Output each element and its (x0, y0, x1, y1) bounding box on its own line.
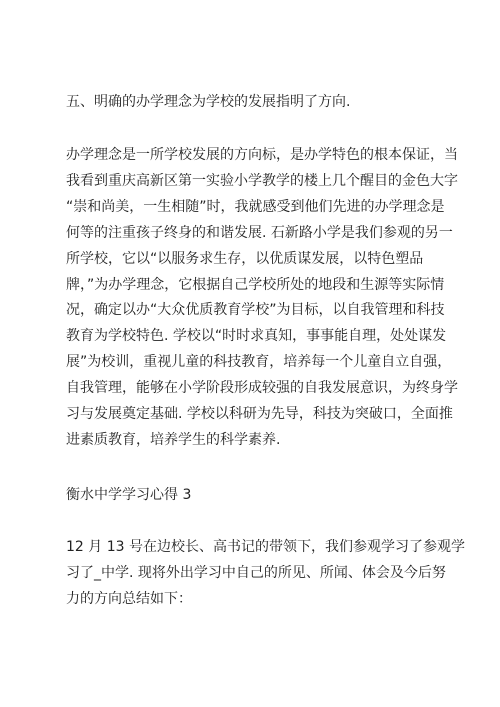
paragraph-line: 我看到重庆高新区第一实验小学教学的楼上几个醒目的金色大字 (66, 172, 458, 189)
paragraph-line: 办学理念是一所学校发展的方向标，是办学特色的根本保证，当 (66, 147, 458, 163)
paragraph-line: 教育为学校特色. 学校以“时时求真知，事事能自理，处处谋发 (66, 328, 447, 345)
paragraph-line: 况，确定以办“大众优质教育学校”为目标，以自我管理和科技 (66, 302, 445, 319)
paragraph-line: 所学校，它以“以服务求生存，以优质谋发展，以特色塑品 (66, 250, 424, 267)
section-heading: 五、明确的办学理念为学校的发展指明了方向. (66, 94, 351, 110)
paragraph-visit-intro (66, 535, 465, 613)
paragraph-line: 12 月 13 号在边校长、高书记的带领下，我们参观学习了参观学 (66, 539, 465, 555)
paragraph-line: 习与发展奠定基础. 学校以科研为先导，科技为突破口，全面推 (66, 406, 453, 423)
article-subtitle: 衡水中学学习心得 3 (66, 487, 192, 503)
paragraph-line: 自我管理，能够在小学阶段形成较强的自我发展意识，为终身学 (66, 380, 458, 397)
paragraph-school-philosophy (66, 143, 458, 454)
paragraph-line: 牌，”为办学理念，它根据自己学校所处的地段和生源等实际情 (66, 276, 445, 293)
paragraph-line: 力的方向总结如下： (66, 590, 192, 607)
paragraph-line: 进素质教育，培养学生的科学素养. (66, 431, 281, 448)
paragraph-line: 展”为校训，重视儿童的科技教育，培养每一个儿童自立自强， (66, 354, 452, 371)
paragraph-line: 何等的注重孩子终身的和谐发展. 石新路小学是我们参观的另一 (66, 224, 453, 241)
paragraph-line: “崇和尚美，一生相随”时，我就感受到他们先进的办学理念是 (66, 198, 445, 215)
paragraph-line: 习了_中学. 现将外出学习中自己的所见、所闻、体会及今后努 (66, 564, 446, 581)
